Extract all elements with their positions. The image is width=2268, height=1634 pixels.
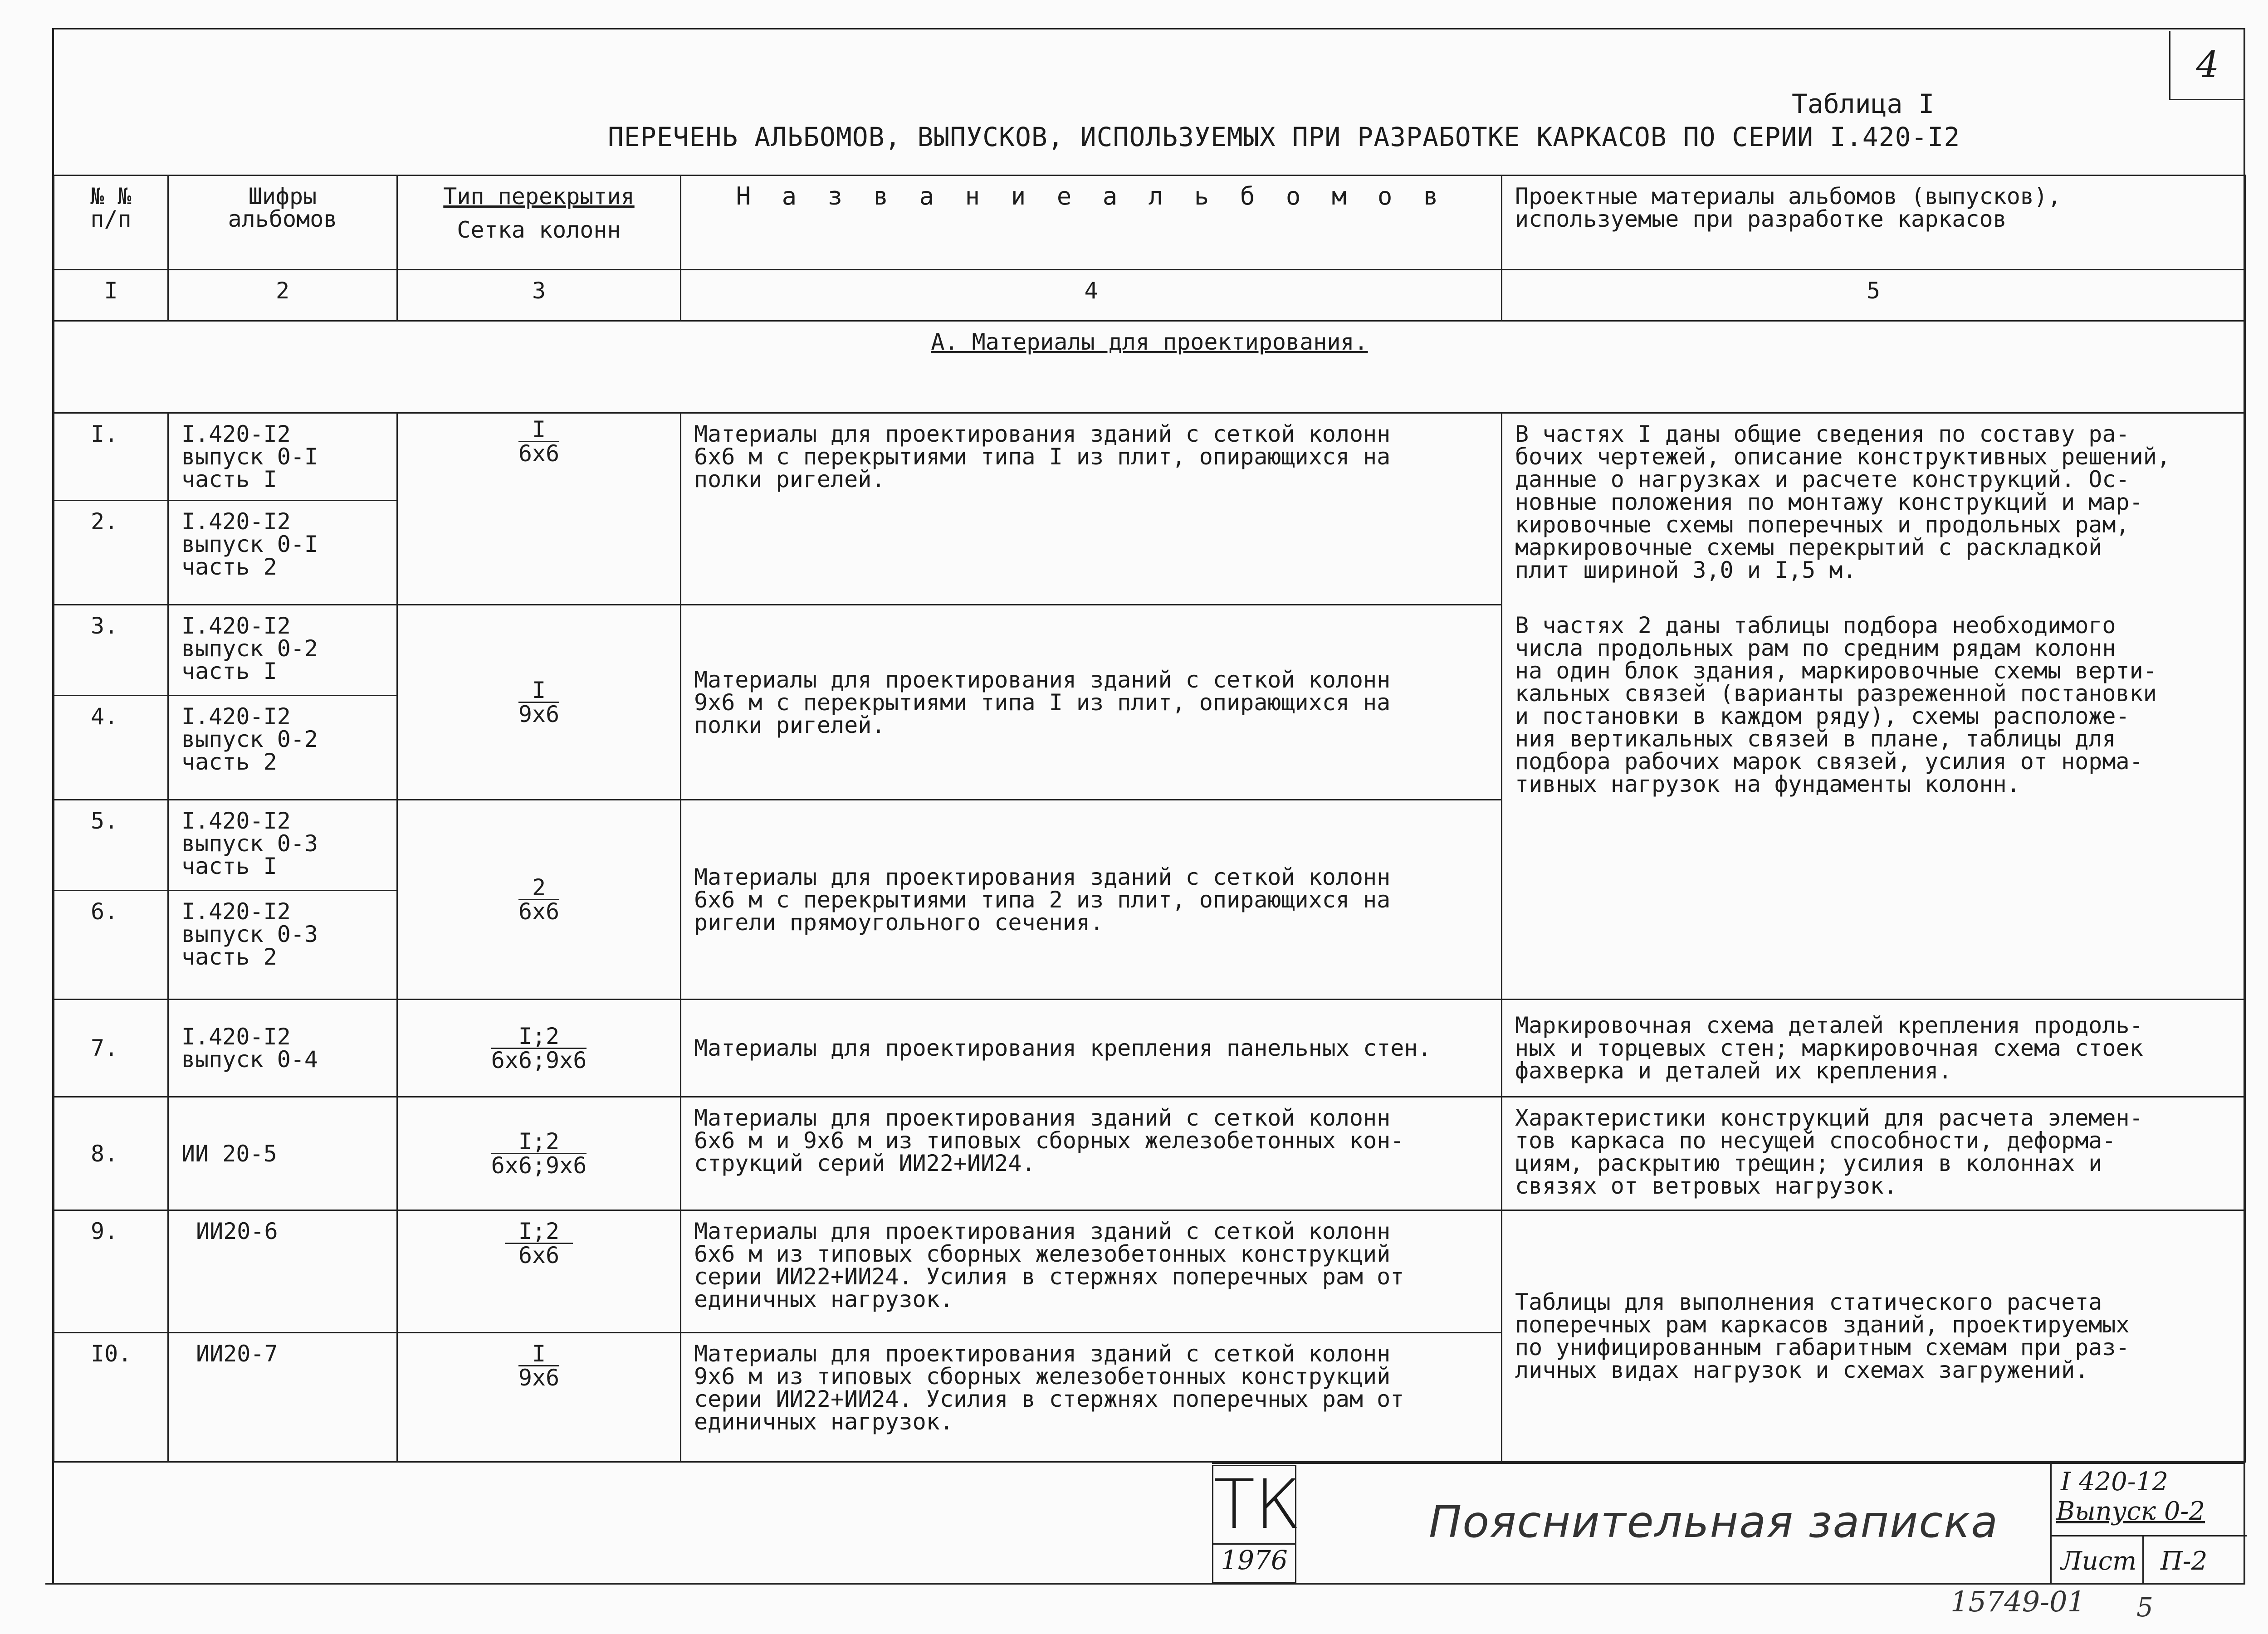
header-type-top: Тип перекрытия <box>443 183 635 210</box>
type-fraction <box>491 1130 587 1177</box>
row-code: I.420-I2 выпуск 0-I часть 2 <box>168 501 397 605</box>
type-cell <box>397 1210 681 1333</box>
type-cell <box>397 1097 681 1210</box>
header-materials <box>1502 176 2245 270</box>
type-denominator: 6x6 <box>518 898 560 925</box>
type-numerator: I;2 <box>491 1130 587 1154</box>
col-num-4: 4 <box>681 270 1502 321</box>
row-code: ИИ20-7 <box>168 1333 397 1462</box>
header-row <box>54 176 2245 270</box>
album-name: Материалы для проектирования зданий с сеткой колонн 9х6 м из типовых сборных железобетонных конструкций серии ИИ22+ИИ24. Усилия в стержнях поперечных рам от единичных нагрузок. <box>681 1333 1502 1462</box>
type-denominator: 6x6 <box>518 1242 560 1268</box>
type-denominator: 6х6;9х6 <box>491 1152 587 1179</box>
type-denominator: 9x6 <box>518 701 560 727</box>
type-denominator: 6х6;9х6 <box>491 1047 587 1073</box>
table-row <box>54 1097 2245 1210</box>
type-fraction <box>518 876 559 923</box>
row-number: I0. <box>54 1333 168 1462</box>
type-fraction <box>518 418 559 465</box>
row-number: 4. <box>54 696 168 800</box>
header-codes <box>168 176 397 270</box>
materials-row9-10: Таблицы для выполнения статического расчета поперечных рам каркасов зданий, проектируемых по унифицированным габаритным схемам при раз- личных видах нагрузок и схемах загружений. <box>1502 1210 2245 1462</box>
type-fraction <box>518 1342 559 1389</box>
album-name: Материалы для проектирования зданий с сеткой колонн 9х6 м с перекрытиями типа I из плит, опирающихся на полки ригелей. <box>681 605 1502 800</box>
type-numerator: 2 <box>518 876 559 900</box>
section-title-cell <box>54 321 2245 413</box>
row-code: I.420-I2 выпуск 0-3 часть 2 <box>168 891 397 1000</box>
header-name-text: Н а з в а н и е а л ь б о м о в <box>736 182 1447 210</box>
row-code: I.420-I2 выпуск 0-4 <box>168 1000 397 1097</box>
document-title: ПЕРЕЧЕНЬ АЛЬБОМОВ, ВЫПУСКОВ, ИСПОЛЬЗУЕМЫХ ПРИ РАЗРАБОТКЕ КАРКАСОВ ПО СЕРИИ I.420-I2 <box>608 122 1960 152</box>
header-type-bottom: Сетка колонн <box>457 217 621 243</box>
col-num-2: 2 <box>168 270 397 321</box>
type-numerator: I <box>518 418 559 442</box>
section-title: А. Материалы для проектирования. <box>931 329 1368 355</box>
page-number: 5 <box>2136 1592 2153 1623</box>
section-row <box>54 321 2245 413</box>
issue-code: Выпуск 0-2 <box>2056 1497 2205 1526</box>
code-box-vertical-divider <box>2142 1535 2144 1583</box>
code-box-divider <box>2052 1535 2247 1536</box>
materials-row7: Маркировочная схема деталей крепления продоль- ных и торцевых стен; маркировочная схема стоек фахверка и деталей их крепления. <box>1502 1000 2245 1097</box>
row-number: 8. <box>54 1097 168 1210</box>
row-number: 5. <box>54 800 168 891</box>
row-number: 9. <box>54 1210 168 1333</box>
type-fraction <box>491 1025 587 1072</box>
row-code: I.420-I2 выпуск 0-2 часть 2 <box>168 696 397 800</box>
type-cell <box>397 1000 681 1097</box>
type-fraction <box>518 679 559 726</box>
header-type <box>397 176 681 270</box>
type-numerator: I;2 <box>491 1025 587 1049</box>
row-code: I.420-I2 выпуск 0-2 часть I <box>168 605 397 696</box>
header-number <box>54 176 168 270</box>
album-name: Материалы для проектирования зданий с сеткой колонн 6х6 м и 9х6 м из типовых сборных железобетонных кон- струкций серий ИИ22+ИИ24. <box>681 1097 1502 1210</box>
album-name: Материалы для проектирования зданий с сеткой колонн 6х6 м из типовых сборных железобетонных конструкций серии ИИ22+ИИ24. Усилия в стержнях поперечных рам от единичных нагрузок. <box>681 1210 1502 1333</box>
row-number: 6. <box>54 891 168 1000</box>
column-number-row <box>54 270 2245 321</box>
header-materials-text: Проектные материалы альбомов (выпусков), используемые при разработке каркасов <box>1515 183 2062 232</box>
type-fraction <box>505 1220 573 1267</box>
type-numerator: I <box>518 1342 559 1366</box>
row-code: ИИ20-6 <box>168 1210 397 1333</box>
type-cell <box>397 1333 681 1462</box>
table-label: Таблица I <box>1792 88 1935 119</box>
table-row <box>54 413 2245 501</box>
row-number: I. <box>54 413 168 501</box>
album-name: Материалы для проектирования зданий с сеткой колонн 6х6 м с перекрытиями типа 2 из плит, опирающихся на ригели прямоугольного сечения. <box>681 800 1502 1000</box>
series-code: I 420-12 <box>2061 1467 2168 1497</box>
type-numerator: I <box>518 679 559 703</box>
header-number-text: № № п/п <box>90 183 132 232</box>
type-denominator: 9x6 <box>518 1365 560 1391</box>
album-name: Материалы для проектирования крепления панельных стен. <box>681 1000 1502 1097</box>
row-code: ИИ 20-5 <box>168 1097 397 1210</box>
table-row <box>54 1210 2245 1333</box>
tk-year: 1976 <box>1213 1543 1295 1575</box>
row-code: I.420-I2 выпуск 0-I часть I <box>168 413 397 501</box>
tk-letters: ТК <box>1213 1465 1301 1544</box>
sheet-number: П-2 <box>2160 1546 2208 1576</box>
albums-table <box>53 175 2246 1463</box>
type-cell <box>397 605 681 800</box>
inventory-number: 15749-01 <box>1950 1585 2086 1618</box>
explanatory-note-title: Пояснительная записка <box>1429 1497 1999 1547</box>
col-num-5: 5 <box>1502 270 2245 321</box>
sheet-label: Лист <box>2061 1546 2137 1576</box>
materials-row8: Характеристики конструкций для расчета элемен- тов каркаса по несущей способности, деформа- циям, раскрытию трещин; усилия в колоннах и связях от ветровых нагрузок. <box>1502 1097 2245 1210</box>
frame-top-line <box>52 28 2245 29</box>
frame-bottom-line <box>45 1583 2245 1585</box>
row-number: 3. <box>54 605 168 696</box>
materials-part2: В частях 2 даны таблицы подбора необходимого числа продольных рам по средним рядам колонн на один блок здания, маркировочные схемы верти- кальных связей (варианты разреженной постановки и постановки в каждом ряду), схемы расположе- ния вертикальных связей в плане, таблицы для подбора рабочих марок связей, усилия от норма- тивных нагрузок на фундаменты колонн. <box>1502 605 2245 1000</box>
materials-part1: В частях I даны общие сведения по составу ра- бочих чертежей, описание конструктивных решений, данные о нагрузках и расчете конструкций. Ос- новные положения по монтажу конструкций и мар- кировочные схемы поперечных и продольных рам, маркировочные схемы перекрытий с раскладкой плит шириной 3,0 и I,5 м. <box>1502 413 2245 605</box>
header-codes-text: Шифры альбомов <box>228 183 337 232</box>
type-cell <box>397 800 681 1000</box>
row-number: 2. <box>54 501 168 605</box>
album-name: Материалы для проектирования зданий с сеткой колонн 6х6 м с перекрытиями типа I из плит, опирающихся на полки ригелей. <box>681 413 1502 605</box>
table-row <box>54 605 2245 696</box>
tk-stamp <box>1212 1465 1301 1583</box>
col-num-3: 3 <box>397 270 681 321</box>
type-numerator: I;2 <box>505 1220 573 1244</box>
col-num-1: I <box>54 270 168 321</box>
sheet-corner-number: 4 <box>2169 31 2245 100</box>
type-denominator: 6x6 <box>518 440 560 467</box>
table-row <box>54 1000 2245 1097</box>
type-cell <box>397 413 681 605</box>
header-name <box>681 176 1502 270</box>
series-code-box <box>2050 1463 2247 1583</box>
row-number: 7. <box>54 1000 168 1097</box>
row-code: I.420-I2 выпуск 0-3 часть I <box>168 800 397 891</box>
